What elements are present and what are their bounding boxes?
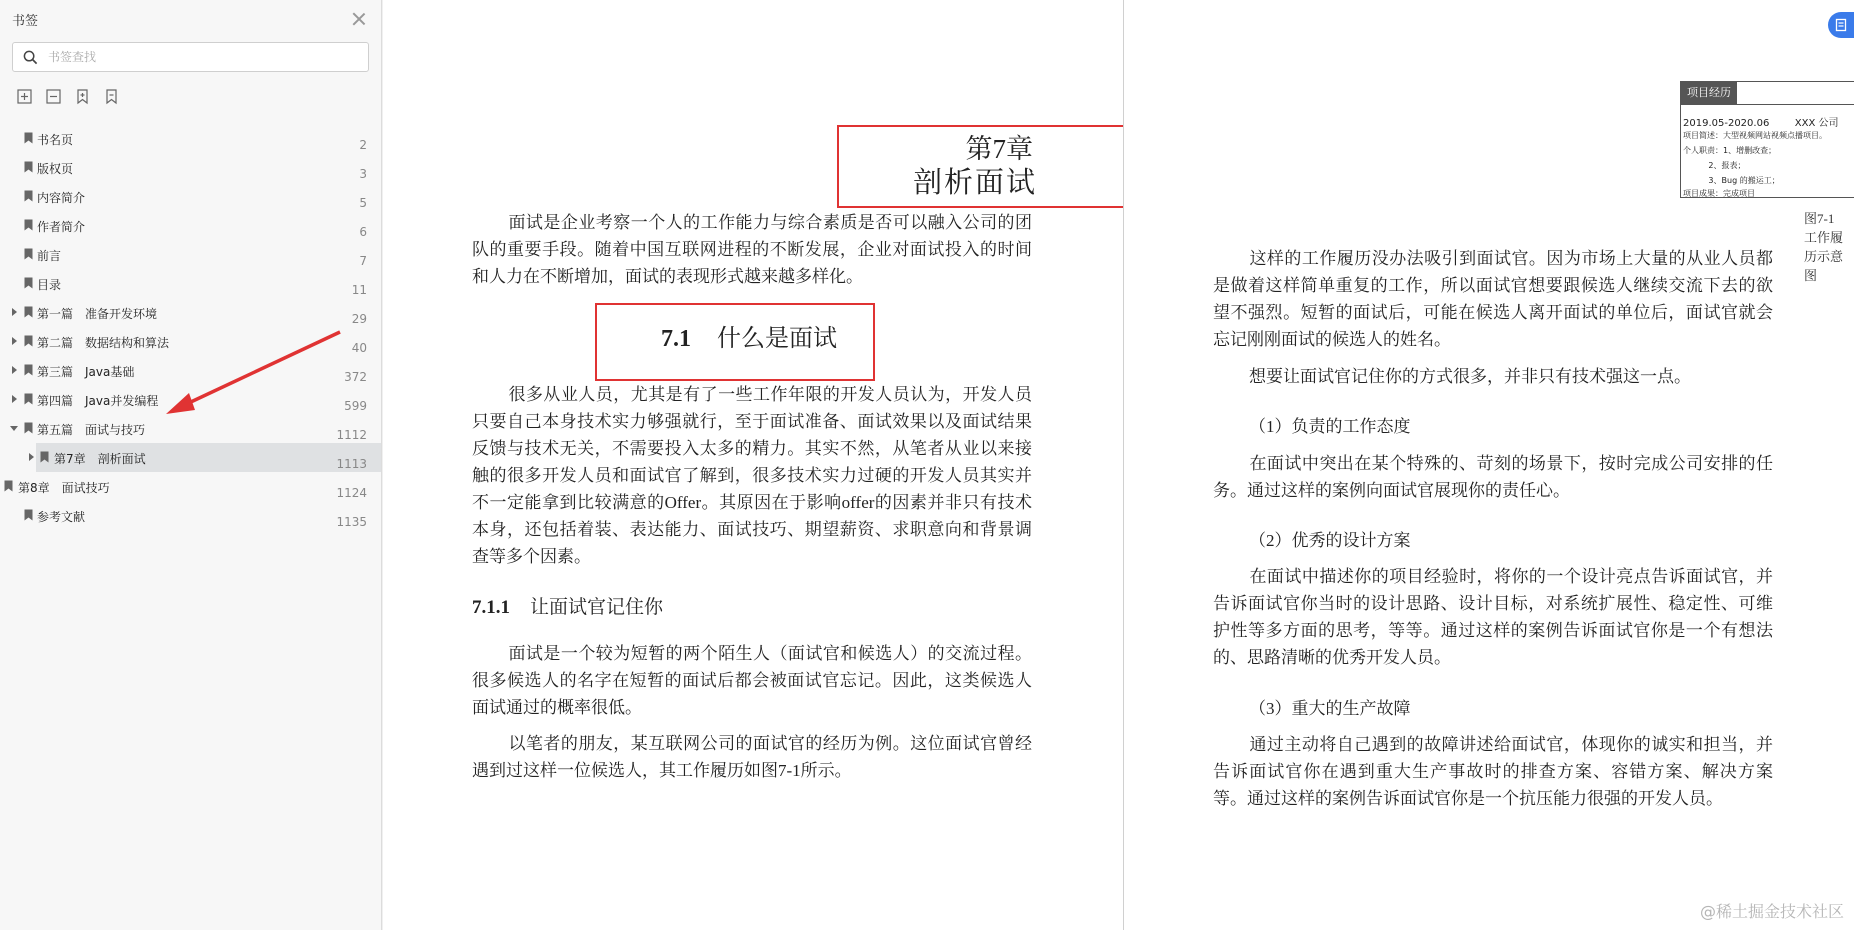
chevron-right-icon[interactable] [12,395,17,403]
bookmark-icon [24,248,33,260]
bookmark-label: 第8章 面试技巧 [18,481,110,495]
bookmark-item[interactable] [0,385,381,414]
bookmark-page-number: 11 [351,283,367,297]
heading-design-plan: （2）优秀的设计方案 [1249,531,1411,550]
bookmark-label: 第二篇 数据结构和算法 [37,336,170,350]
bookmark-label: 第一篇 准备开发环境 [37,307,158,321]
bookmark-page-number: 29 [351,312,367,326]
bookmark-icon [24,277,33,289]
bookmark-item[interactable] [0,356,381,385]
figure-line-3: 个人职责：1、增删改查； [1683,146,1777,155]
collapse-all-icon[interactable] [45,88,62,105]
bookmark-page-number: 6 [359,225,367,239]
paragraph-1: 很多从业人员，尤其是有了一些工作年限的开发人员认为，开发人员只要自己本身技术实力够强就行，至于面试准备、面试效果以及面试结果反馈与技术无关，不需要投入太多的精力。其实不然，从笔者从业以来接触的很多开发人员和面试官了解到，很多技术实力过硬的开发人员其实并不一定能拿到比较满意的Offer。其原因在于影响offer的因素并非只有技术本身，还包括着装、表达能力、面试技巧、期望薪资、求职意向和背景调查等多个因素。 [472,385,1032,566]
chevron-right-icon[interactable] [12,308,17,316]
bookmark-page-number: 372 [344,370,367,384]
bookmark-item[interactable] [0,211,381,240]
watermark: @稀土掘金技术社区 [1699,902,1844,921]
bookmark-icon [24,335,33,347]
bookmark-page-number: 1113 [336,457,367,471]
bookmark-item[interactable] [0,240,381,269]
bookmark-label: 参考文献 [37,510,86,524]
paragraph-2: 面试是一个较为短暂的两个陌生人（面试官和候选人）的交流过程。很多候选人的名字在短暂的面试后都会被面试官忘记。因此，这类候选人面试通过的概率很低。 [472,644,1032,717]
bookmark-item[interactable] [0,269,381,298]
bookmark-search-box[interactable] [12,42,369,72]
bookmark-icon [24,393,33,405]
figure-line-4: 2、报表； [1683,161,1746,170]
section-highlight-box [595,303,875,381]
paragraph-7: 在面试中描述你的项目经验时，将你的一个设计亮点告诉面试官，并告诉面试官你当时的设计思路、设计目标，对系统扩展性、稳定性、可维护性等多方面的思考，等等。通过这样的案例告诉面试官你是一个有想法的、思路清晰的优秀开发人员。 [1213,567,1773,667]
subsection-title: 让面试官记住你 [530,597,664,618]
figure-line-1: 2019.05-2020.06 XXX 公司 [1683,118,1839,129]
chevron-down-icon[interactable] [10,426,18,431]
bookmark-item[interactable] [0,414,381,443]
bookmark-icon [24,422,33,434]
bookmark-label: 第7章 剖析面试 [54,452,146,466]
bookmark-icon [24,306,33,318]
expand-all-icon[interactable] [16,88,33,105]
bookmark-toolbar [0,86,381,106]
figure-line-2: 项目简述：大型视频网站视频点播项目。 [1683,131,1827,140]
bookmark-item[interactable] [0,298,381,327]
add-bookmark-icon[interactable] [74,88,91,105]
paragraph-4: 这样的工作履历没办法吸引到面试官。因为市场上大量的从业人员都是做着这样简单重复的工作，所以面试官想要跟候选人继续交流下去的欲望不强烈。短暂的面试后，可能在候选人离开面试的单位后，面试官就会忘记刚刚面试的候选人的姓名。 [1213,249,1773,349]
bookmark-item[interactable] [0,124,381,153]
bookmark-page-number: 7 [359,254,367,268]
bookmark-item[interactable] [0,153,381,182]
bookmark-page-number: 5 [359,196,367,210]
figure-line-6: 项目成果：完成项目 [1683,189,1755,198]
bookmark-label: 内容简介 [37,191,86,205]
heading-production-failure: （3）重大的生产故障 [1249,699,1411,718]
bookmark-page-number: 40 [351,341,367,355]
intro-paragraph: 面试是企业考察一个人的工作能力与综合素质是否可以融入公司的团队的重要手段。随着中国互联网进程的不断发展，企业对面试投入的时间和人力在不断增加，面试的表现形式越来越多样化。 [472,213,1032,286]
bookmark-item[interactable] [36,443,381,472]
chevron-right-icon[interactable] [12,366,17,374]
bookmark-panel [0,0,382,930]
bookmark-page-number: 1124 [336,486,367,500]
resume-figure [1680,81,1854,198]
bookmark-label: 目录 [37,278,62,292]
floating-tool-button[interactable] [1828,12,1854,38]
bookmark-icon [24,132,33,144]
panel-title: 书签 [12,13,39,29]
right-page [1124,0,1854,930]
section-number: 7.1 [661,326,691,352]
bookmark-label: 第三篇 Java基础 [37,365,135,379]
bookmark-search-input[interactable] [48,50,348,64]
bookmark-icon [4,480,13,492]
bookmark-panel-header [0,0,381,38]
chevron-right-icon[interactable] [29,453,34,461]
bookmark-page-number: 1112 [336,428,367,442]
bookmark-icon [40,451,49,463]
bookmark-icon [24,364,33,376]
document-icon [1834,18,1848,32]
bookmark-icon [24,161,33,173]
paragraph-3: 以笔者的朋友，某互联网公司的面试官的经历为例。这位面试官曾经遇到过这样一位候选人，其工作履历如图7-1所示。 [472,734,1032,780]
bookmark-item[interactable] [0,501,381,530]
chevron-right-icon[interactable] [12,337,17,345]
bookmark-icon [24,219,33,231]
figure-line-5: 3、Bug 的搬运工； [1683,176,1780,185]
paragraph-8: 通过主动将自己遇到的故障讲述给面试官，体现你的诚实和担当，并告诉面试官你在遇到重大生产事故时的排查方案、容错方案、解决方案等。通过这样的案例告诉面试官你是一个抗压能力很强的开发人员。 [1213,735,1773,808]
bookmark-label: 第五篇 面试与技巧 [37,423,146,437]
bookmark-icon [24,190,33,202]
bookmark-icon [24,509,33,521]
figure-rule [1681,104,1854,105]
bookmark-list [0,124,381,530]
remove-bookmark-icon[interactable] [103,88,120,105]
left-page [383,0,1123,930]
bookmark-label: 书名页 [37,133,74,147]
bookmark-label: 作者简介 [37,220,86,234]
bookmark-page-number: 3 [359,167,367,181]
chapter-highlight-box [837,125,1127,208]
bookmark-page-number: 2 [359,138,367,152]
bookmark-label: 第四篇 Java并发编程 [37,394,159,408]
bookmark-item[interactable] [0,472,381,501]
search-icon [23,50,38,65]
chapter-number: 第7章 [965,134,1033,164]
bookmark-item[interactable] [0,327,381,356]
bookmark-item[interactable] [0,182,381,211]
figure-caption: 图7-1 工作履历示意图 [1804,211,1848,283]
bookmark-page-number: 599 [344,399,367,413]
bookmark-label: 前言 [37,249,62,263]
section-title: 什么是面试 [717,326,837,352]
bookmark-label: 版权页 [37,162,74,176]
figure-header: 项目经历 [1681,82,1737,104]
subsection-heading [472,592,663,619]
heading-work-attitude: （1）负责的工作态度 [1249,417,1411,436]
document-view[interactable] [383,0,1854,930]
paragraph-5: 想要让面试官记住你的方式很多，并非只有技术强这一点。 [1249,367,1691,386]
paragraph-6: 在面试中突出在某个特殊的、苛刻的场景下，按时完成公司安排的任务。通过这样的案例向面试官展现你的责任心。 [1213,454,1773,500]
bookmark-page-number: 1135 [336,515,367,529]
close-icon[interactable] [351,11,367,27]
chapter-title: 剖析面试 [913,167,1038,199]
subsection-number: 7.1.1 [472,597,510,618]
